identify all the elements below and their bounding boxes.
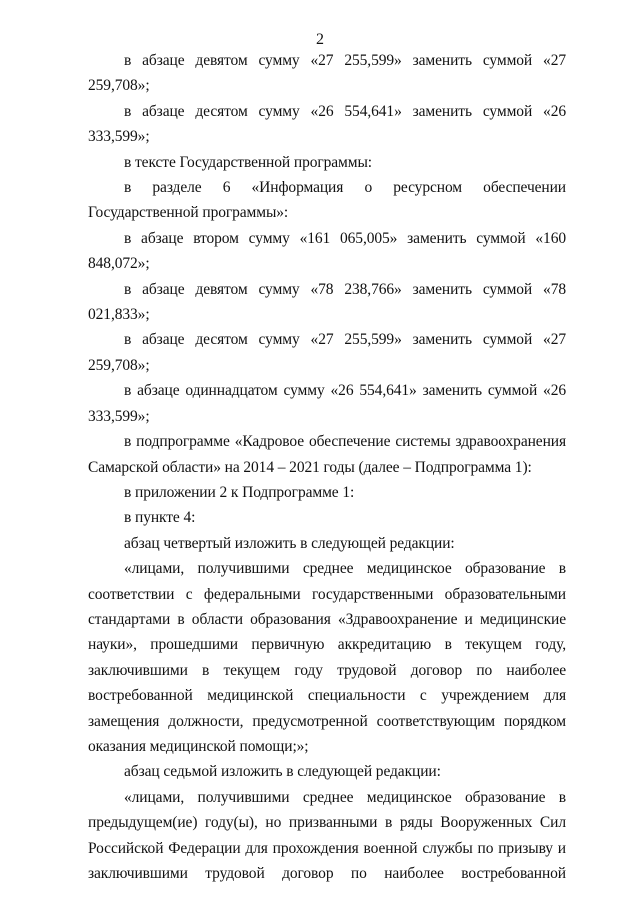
paragraph: абзац четвертый изложить в следующей редакции:: [124, 534, 455, 552]
paragraph: «лицами, получившими среднее медицинское образование в предыдущем(ие) году(ы), но призванными в ряды Вооруженных Сил Российской Федерации для прохождения военной службы по призыву и заключившими трудовой договор по наиболее востребованной: [88, 788, 566, 882]
paragraph: в абзаце девятом сумму «27 255,599» заменить суммой «27 259,708»;: [88, 52, 566, 95]
page-number: 2: [316, 31, 324, 48]
paragraph: в абзаце одиннадцатом сумму «26 554,641» заменить суммой «26 333,599»;: [88, 382, 566, 425]
paragraph: в абзаце девятом сумму «78 238,766» заменить суммой «78 021,833»;: [88, 280, 566, 324]
paragraph: в тексте Государственной программы:: [124, 153, 372, 171]
paragraph: «лицами, получившими среднее медицинское образование в соответствии с федеральными государственными образовательными стандартами в области образования «Здравоохранение и медицинские науки», прошедшими первичную аккредитацию в текущем году, заключившими в текущем году трудовой договор по наиболее востребованной медицинской специальности с учреждением для замещения должности, предусмотренной соответствующим порядком оказания медицинской помощи;»;: [88, 560, 566, 755]
paragraph: в абзаце десятом сумму «27 255,599» заменить суммой «27 259,708»;: [88, 331, 566, 374]
paragraph: в абзаце втором сумму «161 065,005» заменить суммой «160 848,072»;: [88, 229, 566, 273]
paragraph: абзац седьмой изложить в следующей редакции:: [124, 763, 441, 781]
paragraph: в подпрограмме «Кадровое обеспечение системы здравоохранения Самарской области» на 2014 – 2021 годы (далее – Подпрограмма 1):: [88, 433, 566, 476]
paragraph: в разделе 6 «Информация о ресурсном обеспечении Государственной программы»:: [88, 179, 566, 222]
paragraph: в пункте 4:: [124, 509, 196, 527]
paragraph: в приложении 2 к Подпрограмме 1:: [124, 483, 355, 501]
document-body: [88, 48, 566, 886]
paragraph: в абзаце десятом сумму «26 554,641» заменить суммой «26 333,599»;: [88, 102, 566, 146]
